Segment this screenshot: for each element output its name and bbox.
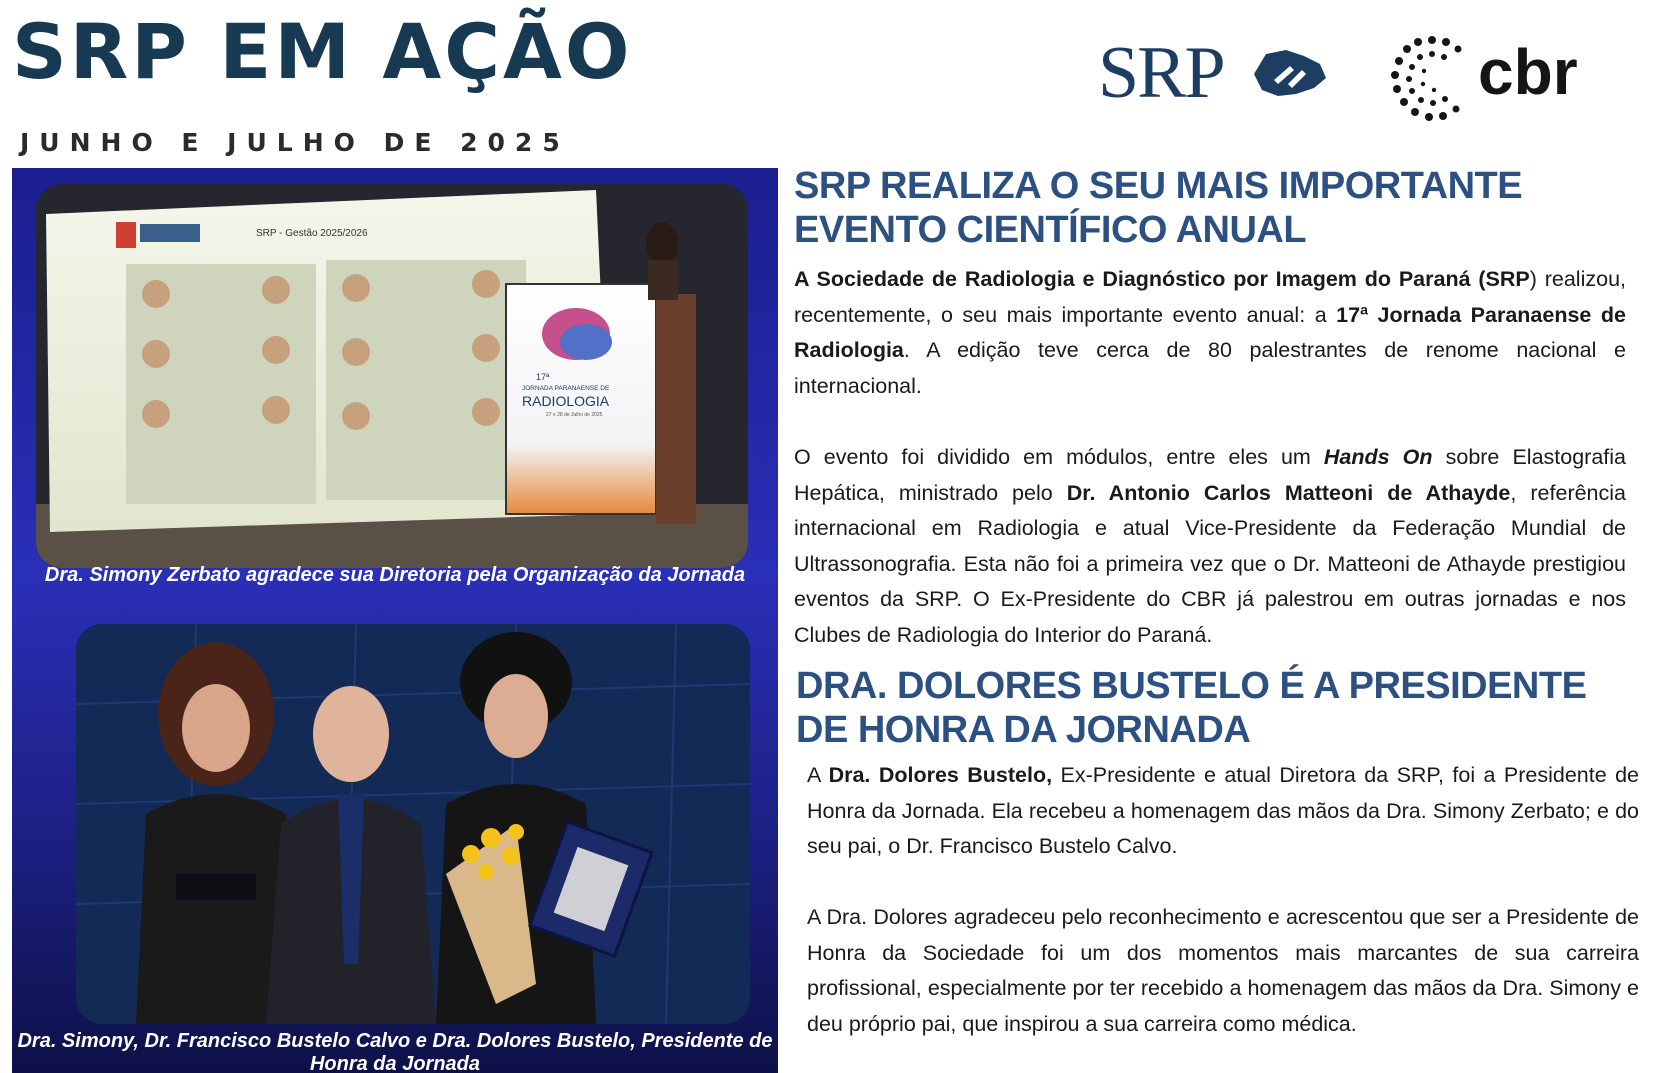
p2-segment: Dr. Antonio Carlos Matteoni de Athayde bbox=[1066, 480, 1511, 505]
srp-logo-text: SRP bbox=[1098, 32, 1224, 114]
slide-presentation-photo bbox=[36, 184, 748, 568]
article2-heading: DRA. DOLORES BUSTELO É A PRESIDENTE DE HONRA DA JORNADA bbox=[796, 665, 1587, 751]
p2-segment: , referência internacional em Radiologia e atual Vice-Presidente da Federação Mundial de Ultrassonografia. Esta não foi a primeira vez que o Dr. Matteoni de Athayde prestigiou eventos da SRP. O Ex-Presidente do CBR já palestrou em outras jornadas e nos Clubes de Radiologia do Interior do Paraná. bbox=[794, 480, 1626, 647]
article2-paragraph2: A Dra. Dolores agradeceu pelo reconhecimento e acrescentou que ser a Presidente de Honra da Sociedade foi um dos momentos mais marcantes de sua carreira profissional, especialmente por ter recebido a homenagem das mãos da Dra. Simony e deu próprio pai, que inspirou a sua carreira como médica. bbox=[807, 905, 1639, 1036]
banner-dates: 27 e 28 de Julho de 2025 bbox=[546, 412, 603, 418]
p3-segment: A bbox=[807, 763, 829, 787]
p1-segment: A Sociedade de Radiologia e Diagnóstico por Imagem do Paraná ( bbox=[794, 267, 1486, 291]
p1-segment: SRP bbox=[1485, 267, 1530, 291]
award-photo-caption: Dra. Simony, Dr. Francisco Bustelo Calvo e Dra. Dolores Bustelo, Presidente de Honra da Jornada bbox=[17, 1030, 773, 1073]
p3-segment: Ex-Presidente e atual Diretora da SRP, foi a Presidente de Honra da Jornada. Ela recebeu a homenagem das mãos da Dra. Simony Zerbato; e do seu pai, o Dr. Francisco Bustelo Calvo. bbox=[807, 763, 1639, 858]
banner-edition: 17ª bbox=[536, 372, 550, 382]
slide-heading: SRP - Gestão 2025/2026 bbox=[256, 228, 368, 239]
award-illustration bbox=[76, 624, 750, 1024]
article2-paragraph1 bbox=[807, 758, 1639, 865]
newsletter-title: SRP EM AÇÃO bbox=[12, 7, 633, 96]
slide-photo-caption: Dra. Simony Zerbato agradece sua Diretoria pela Organização da Jornada bbox=[44, 564, 746, 586]
p1-segment: . A edição teve cerca de 80 palestrantes de renome nacional e internacional. bbox=[794, 338, 1626, 398]
p2-segment: sobre Elastografia Hepática, ministrado pelo bbox=[794, 445, 1626, 505]
newsletter-date: JUNHO E JULHO DE 2025 bbox=[20, 128, 570, 157]
p1-segment: 17ª Jornada Paranaense de Radiologia bbox=[794, 302, 1626, 362]
banner-event-line: JORNADA PARANAENSE DE bbox=[522, 385, 610, 392]
cbr-dots-icon bbox=[1390, 34, 1474, 124]
article1-paragraph1 bbox=[794, 262, 1626, 404]
srp-logo bbox=[1098, 32, 1338, 116]
article1-paragraph2 bbox=[794, 440, 1626, 653]
p1-segment: ) realizou, recentemente, o seu mais importante evento anual: a bbox=[794, 267, 1626, 327]
p2-segment: Hands On bbox=[1323, 445, 1433, 469]
article1-heading: SRP REALIZA O SEU MAIS IMPORTANTE EVENTO CIENTÍFICO ANUAL bbox=[794, 165, 1523, 251]
photo-panel bbox=[12, 168, 778, 1073]
presentation-illustration bbox=[36, 184, 748, 568]
cbr-logo-text: cbr bbox=[1478, 36, 1578, 108]
parana-map-icon bbox=[1248, 44, 1328, 104]
award-photo bbox=[76, 624, 750, 1024]
cbr-logo bbox=[1390, 34, 1610, 124]
banner-event-name: RADIOLOGIA bbox=[522, 393, 610, 409]
p3-segment: Dra. Dolores Bustelo, bbox=[828, 763, 1053, 787]
p2-segment: O evento foi dividido em módulos, entre eles um bbox=[794, 445, 1324, 469]
